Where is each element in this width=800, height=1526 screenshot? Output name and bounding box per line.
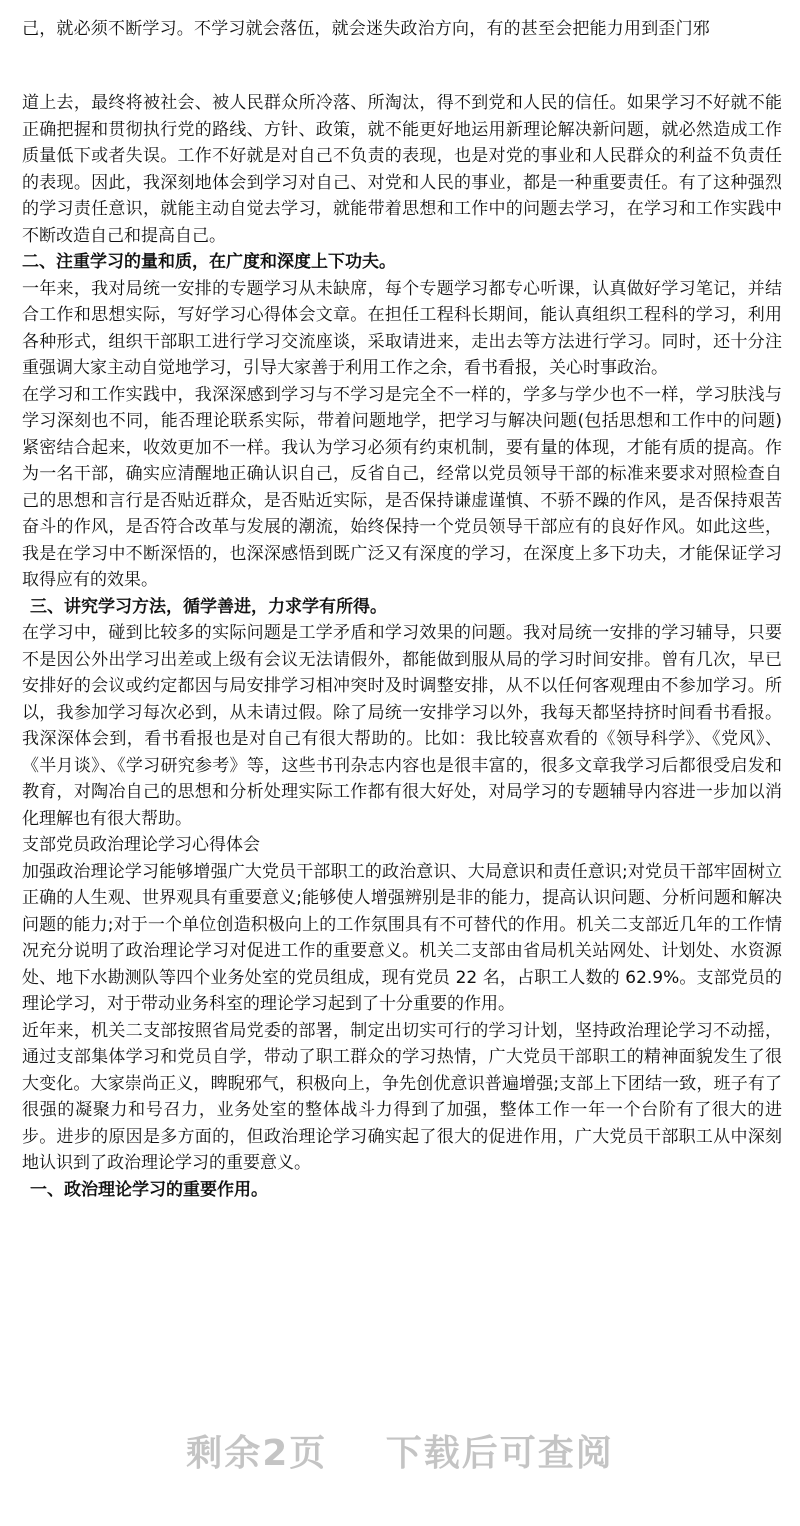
download-to-view-label: 下载后可查阅 xyxy=(385,1433,614,1474)
paragraph: 在学习和工作实践中，我深深感到学习与不学习是完全不一样的，学多与学少也不一样，学习肤浅与学习深刻也不同，能否理论联系实际，带着问题地学，把学习与解决问题(包括思想和工作中的问题)紧密结合起来，收效更加不一样。我认为学习必须有约束机制，要有量的体现，才能有质的提高。作为一名干部，确实应清醒地正确认识自己，反省自己，经常以党员领导干部的标准来要求对照检查自己的思想和言行是否贴近群众，是否贴近实际，是否保持谦虚谨慎、不骄不躁的作风，是否保持艰苦奋斗的作风，是否符合改革与发展的潮流，始终保持一个党员领导干部应有的良好作风。如此这些，我是在学习中不断深悟的，也深深感悟到既广泛又有深度的学习，在深度上多下功夫，才能保证学习取得应有的效果。 xyxy=(22,384,782,590)
remaining-pages-label: 剩余2页 xyxy=(186,1433,328,1474)
paragraph: 在学习中，碰到比较多的实际问题是工学矛盾和学习效果的问题。我对局统一安排的学习辅导，只要不是因公外出学习出差或上级有会议无法请假外，都能做到服从局的学习时间安排。曾有几次，早已安排好的会议或约定都因与局安排学习相冲突时及时调整安排，从不以任何客观理由不参加学习。所以，我参加学习每次必到，从未请过假。除了局统一安排学习以外，我每天都坚持挤时间看书看报。我深深体会到，看书看报也是对自己有很大帮助的。比如：我比较喜欢看的《领导科学》、《党风》、《半月谈》、《学习研究参考》等，这些书刊杂志内容也是很丰富的，很多文章我学习后都很受启发和教育，对陶冶自己的思想和分析处理实际工作都有很大好处，对局学习的专题辅导内容进一步加以消化理解也有很大帮助。 xyxy=(22,623,782,829)
paragraph: 一年来，我对局统一安排的专题学习从未缺席，每个专题学习都专心听课，认真做好学习笔记，并结合工作和思想实际，写好学习心得体会文章。在担任工程科长期间，能认真组织工程科的学习，利用各种形式，组织干部职工进行学习交流座谈，采取请进来，走出去等方法进行学习。同时，还十分注重强调大家主动自觉地学习，引导大家善于利用工作之余，看书看报，关心时事政治。 xyxy=(22,278,782,378)
document-body xyxy=(22,90,782,1203)
document-subtitle: 支部党员政治理论学习心得体会 xyxy=(22,835,260,855)
section-heading-1: 一、政治理论学习的重要作用。 xyxy=(30,1179,268,1200)
paragraph: 道上去，最终将被社会、被人民群众所冷落、所淘汰，得不到党和人民的信任。如果学习不好就不能正确把握和贯彻执行党的路线、方针、政策，就不能更好地运用新理论解决新问题，就必然造成工作质量低下或者失误。工作不好就是对自己不负责的表现，也是对党的事业和人民群众的利益不负责任的表现。因此，我深刻地体会到学习对自己、对党和人民的事业，都是一种重要责任。有了这种强烈的学习责任意识，就能主动自觉去学习，就能带着思想和工作中的问题去学习，在学习和工作实践中不断改造自己和提高自己。 xyxy=(22,93,782,246)
section-heading-3: 三、讲究学习方法，循学善进，力求学有所得。 xyxy=(30,596,387,617)
previous-page-fragment xyxy=(22,0,782,42)
paragraph: 加强政治理论学习能够增强广大党员干部职工的政治意识、大局意识和责任意识;对党员干部牢固树立正确的人生观、世界观具有重要意义;能够使人增强辨别是非的能力，提高认识问题、分析问题和解决问题的能力;对于一个单位创造积极向上的工作氛围具有不可替代的作用。机关二支部近几年的工作情况充分说明了政治理论学习对促进工作的重要意义。机关二支部由省局机关站网处、计划处、水资源处、地下水勘测队等四个业务处室的党员组成，现有党员 22 名，占职工人数的 62.9%。支部党员的理论学习，对于带动业务科室的理论学习起到了十分重要的作用。 xyxy=(22,861,782,1014)
fragment-line: 己，就必须不断学习。不学习就会落伍，就会迷失政治方向，有的甚至会把能力用到歪门邪 xyxy=(22,19,710,39)
paragraph: 近年来，机关二支部按照省局党委的部署，制定出切实可行的学习计划，坚持政治理论学习不动摇，通过支部集体学习和党员自学，带动了职工群众的学习热情，广大党员干部职工的精神面貌发生了很大变化。大家崇尚正义，睥睨邪气，积极向上，争先创优意识普遍增强;支部上下团结一致，班子有了很强的凝聚力和号召力，业务处室的整体战斗力得到了加强，整体工作一年一个台阶有了很大的进步。进步的原因是多方面的，但政治理论学习确实起了很大的促进作用，广大党员干部职工从中深刻地认识到了政治理论学习的重要意义。 xyxy=(22,1020,782,1173)
section-heading-2: 二、注重学习的量和质，在广度和深度上下功夫。 xyxy=(22,252,396,272)
download-prompt[interactable] xyxy=(0,1425,800,1476)
